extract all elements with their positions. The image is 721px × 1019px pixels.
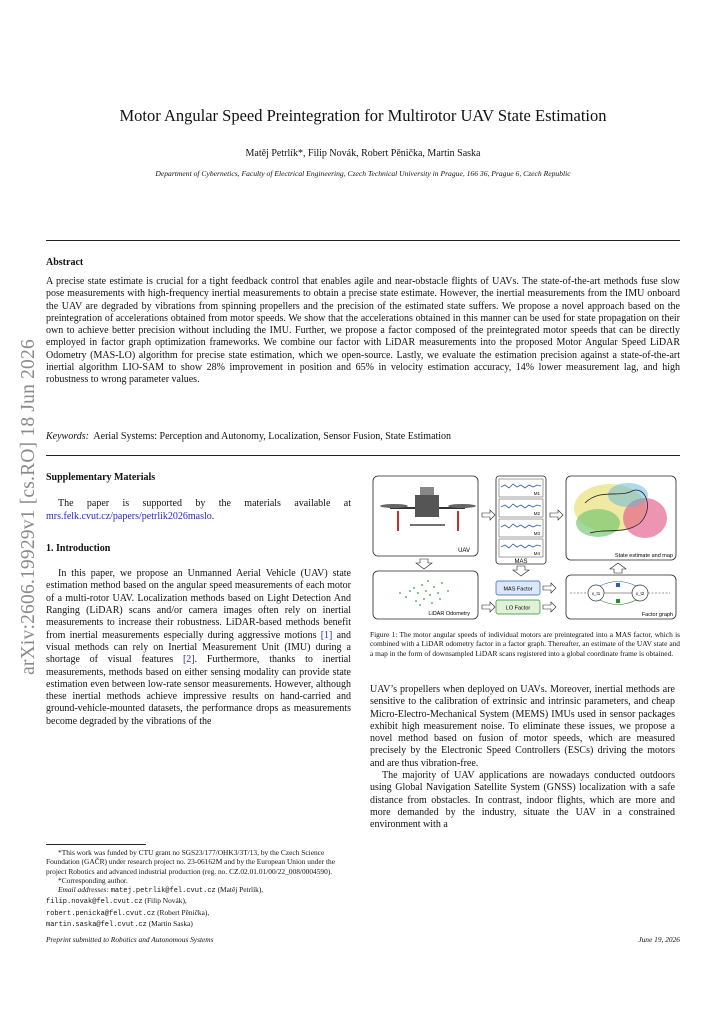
supplementary-link[interactable]: mrs.felk.cvut.cz/papers/petrlik2026maslo. [46,510,215,522]
email-1[interactable]: matej.petrlik@fel.cvut.cz [110,887,216,896]
arrow-uav-to-lidar [416,559,432,569]
affiliation: Department of Cybernetics, Faculty of Electrical Engineering, Czech Technical University in Prague, 166 36, Prague 6, Czech Republic [155,169,571,178]
factor-graph-label: Factor graph [641,612,673,618]
email-name-2: (Filip Novák), [144,896,187,906]
arrow-lo-factor-to-graph [543,602,556,612]
corresponding-footnote: *Corresponding author. [58,875,128,885]
email-2[interactable]: filip.novak@fel.cvut.cz [46,898,143,907]
keywords-label: Keywords: [46,431,89,442]
email-name-4: (Martin Saska) [148,919,193,929]
mid-rule [46,455,680,456]
email-name-1: (Matěj Petrlík), [217,885,264,895]
supplementary-sentence: The paper is supported by the materials available at [58,498,351,510]
author-list: Matěj Petrlík*, Filip Novák, Robert Pěnička, Martin Saska [245,148,481,159]
lidar-label: LiDAR Odometry [428,611,470,617]
supplementary-heading: Supplementary Materials [46,472,156,483]
intro-paragraph-1-cont: UAV’s propellers when deployed on UAVs. Moreover, inertial methods are sensitive to the calibration of extrinsic and intrinsic parameters, and cheap Micro-Electro-Mechanical System (MEMS) IMUs used in sensor packages exhibit high measurement noise. To eliminate these issues, we propose a novel method based on fusion of motor speeds, which are measured precisely by the Electronic Speed Controllers (ESCs) driving the motors and are thus vibration-free. [370,684,675,769]
mas-factor-label: MAS Factor [503,586,533,593]
figure-caption: Figure 1: The motor angular speeds of individual motors are preintegrated into a MAS factor, which is combined with a LiDAR odometry factor in a factor graph. Thereafter, an estimate of the UAV state and a map in the form of downsampled LiDAR scans registered into a global coordinate frame is obtained. [370,630,680,658]
figure-1 [370,473,680,621]
arrow-mas-to-state [550,510,563,520]
x1-node-label: x_t1 [591,591,601,596]
abstract-text: A precise state estimate is crucial for a tight feedback control that enables agile and near-obstacle flights of UAVs. The state-of-the-art methods fuse slow pose measurements with high-frequency inertial measurements to obtain a precise state estimate. However, the inertial measurements from the IMU onboard the UAV are degraded by vibrations from spinning propellers and the precision of the estimated state suffers. We propose a novel approach based on the preintegration of accelerations obtained from motor speeds. We show that the accelerations obtained in this manner can be used for state propagation on their own to achieve better precision without including the IMU. Further, we propose a factor composed of the preintegrated motor speeds that can be directly employed in factor graph optimization frameworks. We combine our factor with LiDAR measurements into the proposed Motor Angular Speed LiDAR Odometry (MAS-LO) algorithm for precise state estimation, which we open-source. Lastly, we evaluate the estimation precision against a state-of-the-art inertial algorithm LIO-SAM to show 28% improvement in position and 65% in velocity estimation accuracy, 14% lower measurement lag, and high robustness to wrong parameter values. [46,276,680,386]
arrow-mas-to-factor [513,566,529,576]
keywords [46,431,680,442]
citation-link-2[interactable]: [2] [182,654,195,666]
m4-label: M4 [533,551,540,556]
email-label: Email addresses: [58,885,109,895]
keywords-text: Aerial Systems: Perception and Autonomy, Localization, Sensor Fusion, State Estimation [93,431,452,442]
supplementary-text [46,498,351,523]
m2-label: M2 [533,511,540,516]
arxiv-identifier: arXiv:2606.19929v1 [cs.RO] 18 Jun 2026 [18,339,39,675]
citation-link-1[interactable]: [1] [320,629,333,641]
intro-text-c: . Furthermore, thanks to inertial measurements, methods based on either sensing modality can provide state estimation even between low-rate sensor measurements. However, although these inertial methods achieve impressive results on hand-carried and ground-vehicle-mounted datasets, the performance drops as measurements become degraded by the vibrations of the [46,654,351,727]
mas-label: MAS [514,559,528,565]
uav-label: UAV [458,548,470,554]
lo-factor-label: LO Factor [505,605,531,612]
intro-paragraph-2: The majority of UAV applications are nowadays conducted outdoors using Global Navigation Satellite System (GNSS) localization with a safe distance from obstacles. In contrast, indoor flights, which are more and more demanded by the industry, situate the UAV in a constrained environment with a [370,770,675,831]
funding-footnote: *This work was funded by CTU grant no SGS23/177/OHK3/3T/13, by the Czech Science Foundation (GAČR) under research project no. 23-06162M and by the European Union under the project Robotics and advanced industrial production (reg. no. CZ.02.01.01/00/22_008/0004590). [46,848,335,876]
right-column [370,684,675,832]
email-name-3: (Robert Pěnička), [157,907,210,917]
arrow-uav-to-mas [482,510,495,520]
left-column [46,472,351,728]
email-4[interactable]: martin.saska@fel.cvut.cz [46,921,147,930]
intro-text-b: and visual methods can rely on Inertial Measurement Unit (IMU) during a shortage of visual features [46,629,352,666]
footer-venue: Preprint submitted to Robotics and Autonomous Systems [46,935,214,944]
footnote-rule [46,844,146,845]
state-label: State estimate and map [614,553,673,559]
footnotes [46,848,351,930]
abstract-heading: Abstract [46,257,84,268]
arrow-graph-to-state [610,563,626,573]
footer-date: June 19, 2026 [638,935,680,944]
arrow-lidar-to-lo [482,602,495,612]
m3-label: M3 [533,531,540,536]
x2-node-label: x_t2 [635,591,645,596]
intro-paragraph-1 [46,568,351,728]
email-footnote [46,885,351,930]
intro-heading: 1. Introduction [46,542,111,554]
top-rule [46,240,680,241]
m1-label: M1 [533,491,540,496]
paper-title: Motor Angular Speed Preintegration for Multirotor UAV State Estimation [119,106,607,125]
email-3[interactable]: robert.penicka@fel.cvut.cz [46,909,156,918]
arrow-mas-factor-to-graph [543,583,556,593]
intro-text-a: In this paper, we propose an Unmanned Aerial Vehicle (UAV) state estimation method based on the angular speed measurements of each motor of a multi-rotor UAV. Localization methods based on Light Detection And Ranging (LiDAR) scans and/or camera images often rely on inertial measurements to increase their robustness. LiDAR-based methods benefit from inertial measurements especially during aggressive motions [46,568,351,641]
